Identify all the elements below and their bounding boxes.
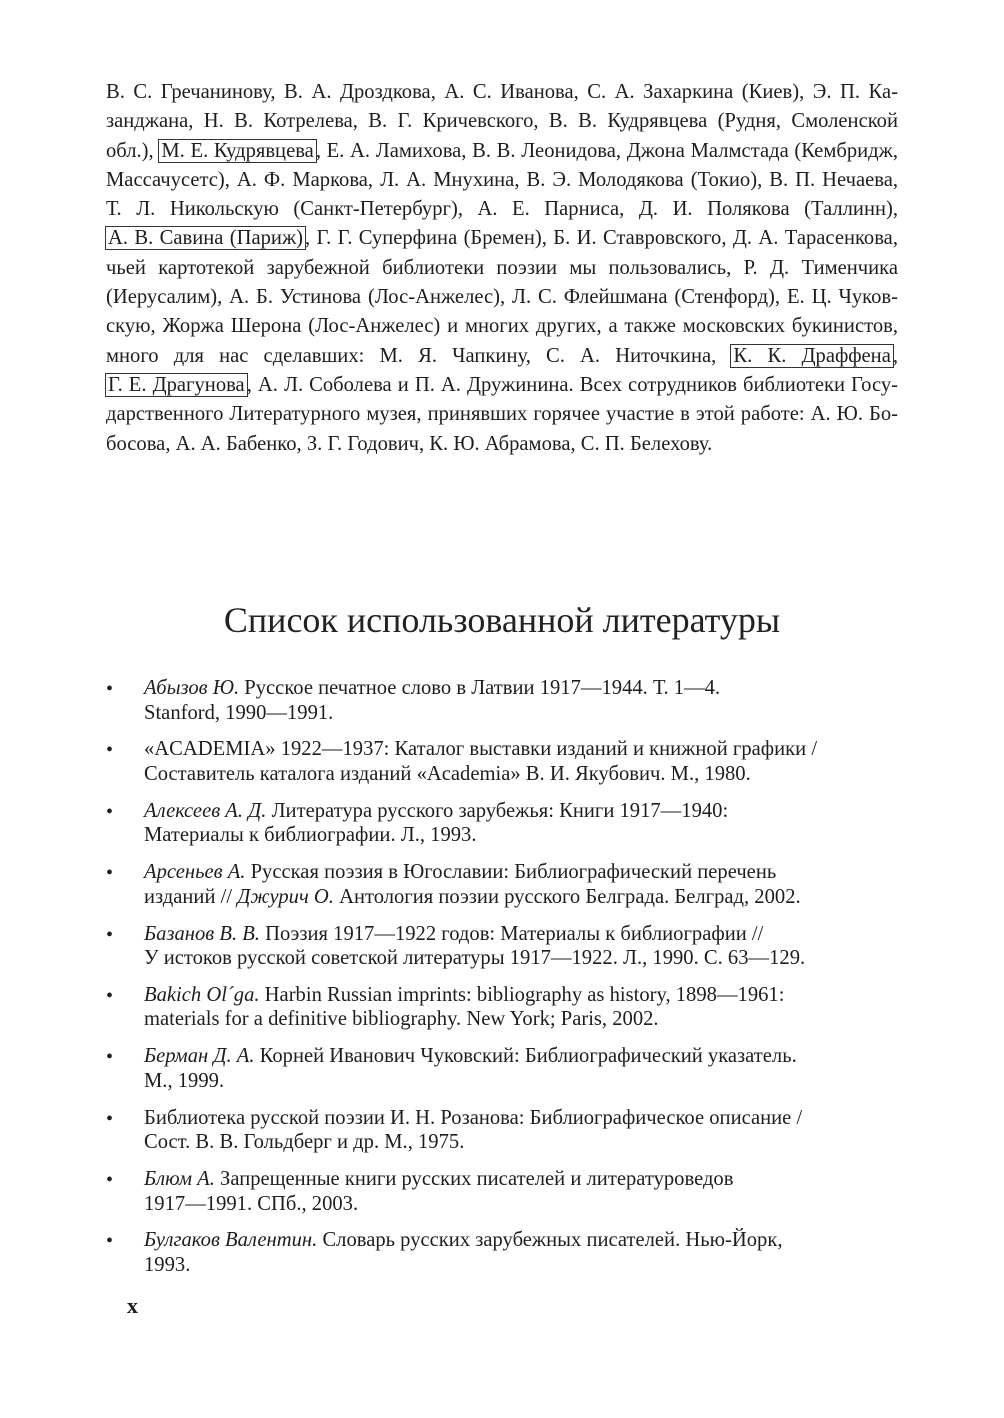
acknowledgments-paragraph — [106, 78, 898, 459]
reference-item — [106, 737, 906, 786]
reference-text: Словарь русских зарубежных писателей. Нью-Йорк, — [317, 1229, 783, 1252]
reference-item — [106, 1044, 906, 1093]
paragraph-line — [106, 400, 898, 429]
text-run: обл.), — [106, 139, 160, 162]
reference-text: Литература русского зарубежья: Книги 1917—1940: — [266, 799, 729, 822]
reference-item — [106, 1106, 906, 1155]
bullet-icon: • — [106, 1230, 114, 1253]
reference-author: Абызов Ю. — [144, 677, 240, 699]
reference-item — [106, 922, 906, 971]
text-run: Массачусетс), А. Ф. Маркова, Л. А. Мнухина, В. Э. Молодякова (Токио), В. П. Нечаева, — [106, 168, 898, 191]
boxed-name: Г. Е. Драгунова — [105, 373, 248, 397]
page-number: x — [127, 1293, 138, 1318]
reference-line — [144, 983, 906, 1008]
bullet-icon: • — [106, 739, 114, 762]
reference-text: Материалы к библиографии. Л., 1993. — [144, 824, 477, 847]
reference-line — [144, 922, 906, 947]
reference-text: Антология поэзии русского Белграда. Белград, 2002. — [333, 885, 801, 908]
reference-text: Harbin Russian imprints: bibliography as history, 1898—1961: — [259, 983, 785, 1006]
reference-author: Bakich Ol´ga. — [144, 983, 260, 1006]
reference-author: Булгаков Валентин. — [144, 1229, 318, 1252]
text-run: , — [892, 344, 898, 367]
paragraph-line — [106, 224, 898, 253]
paragraph-line — [106, 254, 898, 283]
paragraph-line — [106, 342, 898, 371]
reference-text: Запрещенные книги русских писателей и литературоведов — [214, 1168, 734, 1190]
reference-author: Джурич О. — [237, 885, 334, 908]
reference-line — [144, 860, 906, 885]
reference-line — [144, 1192, 906, 1217]
reference-text: изданий // — [144, 885, 238, 908]
reference-item — [106, 860, 906, 909]
reference-line — [144, 1253, 906, 1278]
reference-line — [144, 1069, 906, 1094]
reference-line — [144, 737, 906, 762]
bullet-icon: • — [106, 923, 114, 946]
reference-text: Библиотека русской поэзии И. Н. Розанова: Библиографическое описание / — [144, 1106, 803, 1129]
paragraph-line — [106, 283, 898, 312]
reference-text: Русское печатное слово в Латвии 1917—1944. Т. 1—4. — [239, 677, 721, 699]
reference-line — [144, 676, 906, 701]
reference-text: 1917—1991. СПб., 2003. — [144, 1192, 359, 1215]
reference-text: materials for a definitive bibliography. New York; Paris, 2002. — [144, 1008, 659, 1031]
text-run: занджана, Н. В. Котрелева, В. Г. Кричевского, В. В. Кудрявцева (Рудня, Смоленской — [106, 110, 898, 133]
bullet-icon: • — [106, 678, 114, 700]
reference-text: Составитель каталога изданий «Academia» В. И. Якубович. М., 1980. — [144, 762, 751, 785]
paragraph-line — [106, 166, 898, 195]
paragraph-line — [106, 371, 898, 400]
bullet-icon: • — [106, 984, 114, 1007]
reference-text: Русская поэзия в Югославии: Библиографический перечень — [245, 861, 777, 884]
bullet-icon: • — [106, 800, 114, 823]
text-run: , А. Л. Соболева и П. А. Дружинина. Всех сотрудников библиотеки Госу- — [246, 373, 898, 396]
reference-item — [106, 1228, 906, 1277]
text-run: чьей картотекой зарубежной библиотеки поэзии мы пользовались, Р. Д. Тименчика — [106, 256, 898, 279]
paragraph-line — [106, 430, 898, 459]
reference-line — [144, 823, 906, 848]
reference-line — [144, 1106, 906, 1131]
text-run: , Г. Г. Суперфина (Бремен), Б. И. Ставровского, Д. А. Тарасенкова, — [305, 227, 898, 250]
text-run: , Е. А. Ламихова, В. В. Леонидова, Джона Малмстада (Кембридж, — [315, 139, 899, 162]
reference-line — [144, 762, 906, 787]
bullet-icon: • — [106, 862, 114, 885]
reference-text: Корней Иванович Чуковский: Библиографический указатель. — [254, 1045, 797, 1068]
reference-author: Блюм А. — [144, 1168, 215, 1190]
reference-text: У истоков русской советской литературы 1917—1922. Л., 1990. С. 63—129. — [144, 947, 806, 970]
reference-item — [106, 983, 906, 1032]
text-run: босова, А. А. Бабенко, З. Г. Годович, К. Ю. Абрамова, С. П. Белехову. — [106, 432, 713, 455]
bullet-icon: • — [106, 1107, 114, 1130]
reference-item — [106, 676, 906, 725]
reference-line — [144, 799, 906, 824]
paragraph-line — [106, 137, 898, 166]
text-run: Т. Л. Никольскую (Санкт-Петербург), А. Е. Парниса, Д. И. Полякова (Таллинн), — [106, 198, 898, 221]
text-run: много для нас сделавших: М. Я. Чапкину, С. А. Ниточкина, — [106, 344, 732, 367]
paragraph-line — [106, 195, 898, 224]
reference-text: Поэзия 1917—1922 годов: Материалы к библиографии // — [259, 922, 764, 945]
reference-line — [144, 885, 906, 910]
reference-line — [144, 1130, 906, 1155]
reference-line — [144, 701, 906, 726]
text-run: В. С. Гречанинову, В. А. Дроздкова, А. С. Иванова, С. А. Захаркина (Киев), Э. П. Ка- — [106, 81, 898, 103]
bibliography-heading: Список использованной литературы — [223, 600, 781, 640]
paragraph-line — [106, 107, 898, 136]
reference-line — [144, 1167, 906, 1192]
text-run: (Иерусалим), А. Б. Устинова (Лос-Анжелес), Л. С. Флейшмана (Стенфорд), Е. Ц. Чуков- — [106, 286, 898, 309]
reference-list — [106, 676, 906, 1290]
reference-line — [144, 946, 906, 971]
bullet-icon: • — [106, 1169, 114, 1191]
reference-item — [106, 1167, 906, 1216]
reference-line — [144, 1044, 906, 1069]
text-run: скую, Жоржа Шерона (Лос-Анжелес) и многих других, а также московских букинистов, — [106, 315, 898, 338]
reference-author: Базанов В. В. — [144, 922, 260, 945]
reference-text: Сост. В. В. Гольдберг и др. М., 1975. — [144, 1131, 465, 1154]
reference-item — [106, 799, 906, 848]
reference-text: «ACADEMIA» 1922—1937: Каталог выставки изданий и книжной графики / — [144, 738, 818, 761]
reference-text: Stanford, 1990—1991. — [144, 701, 334, 724]
boxed-name: А. В. Савина (Париж) — [105, 226, 306, 250]
reference-text: М., 1999. — [144, 1069, 225, 1092]
reference-line — [144, 1007, 906, 1032]
reference-author: Берман Д. А. — [144, 1045, 255, 1068]
bullet-icon: • — [106, 1046, 114, 1069]
text-run: дарственного Литературного музея, принявших горячее участие в этой работе: А. Ю. Бо- — [106, 403, 898, 426]
boxed-name: К. К. Драффена — [730, 344, 893, 368]
paragraph-line — [106, 78, 898, 107]
reference-author: Алексеев А. Д. — [144, 799, 267, 822]
reference-author: Арсеньев А. — [144, 861, 246, 884]
reference-text: 1993. — [144, 1253, 191, 1276]
boxed-name: М. Е. Кудрявцева — [158, 139, 316, 163]
reference-line — [144, 1228, 906, 1253]
paragraph-line — [106, 312, 898, 341]
